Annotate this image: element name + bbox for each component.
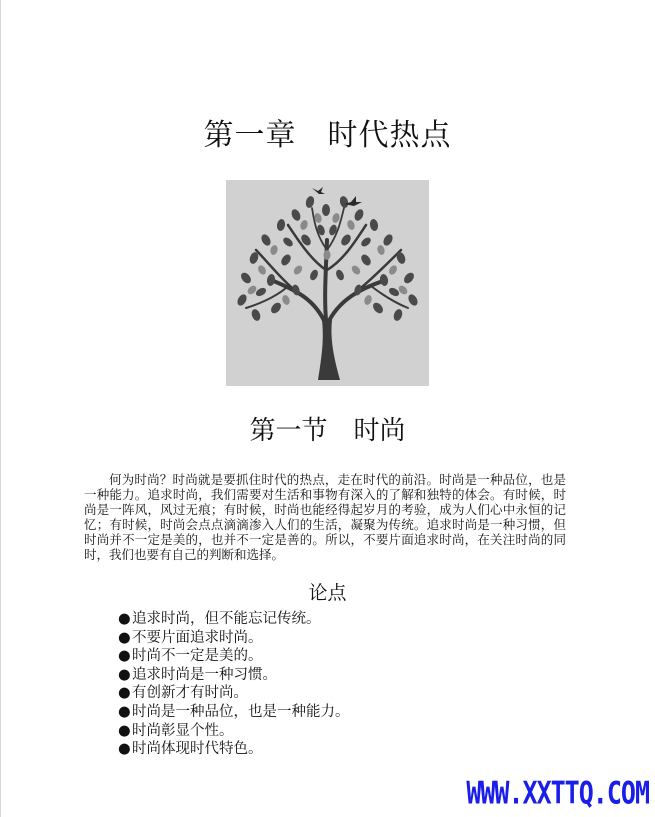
bullet-icon: ● [118, 722, 131, 739]
tree-with-birds-icon [226, 180, 429, 386]
point-text: 追求时尚是一种习惯。 [132, 666, 277, 683]
point-item [118, 647, 350, 666]
point-text: 时尚不一定是美的。 [132, 648, 263, 665]
points-list [118, 610, 350, 759]
bullet-icon: ● [118, 666, 131, 683]
points-heading: 论点 [308, 582, 347, 604]
point-text: 时尚彰显个性。 [132, 722, 234, 739]
point-item [118, 610, 350, 629]
point-item [118, 684, 350, 703]
bullet-icon: ● [118, 629, 131, 646]
point-text: 有创新才有时尚。 [132, 685, 248, 702]
tree-illustration [226, 180, 429, 386]
intro-paragraph: 何为时尚？时尚就是要抓住时代的热点，走在时代的前沿。时尚是一种品位，也是一种能力。追求时尚，我们需要对生活和事物有深入的了解和独特的体会。有时候，时尚是一阵风，风过无痕；有时候，时尚也能经得起岁月的考验，成为人们心中永恒的记忆；有时候，时尚会点点滴滴渗入人们的生活，凝聚为传统。追求时尚是一种习惯，但时尚并不一定是美的，也并不一定是善的。所以，不要片面追求时尚，在关注时尚的同时，我们也要有自己的判断和选择。 [84, 472, 566, 562]
bullet-icon: ● [118, 685, 131, 702]
section-title: 第一节 时尚 [249, 416, 406, 446]
point-text: 时尚是一种品位，也是一种能力。 [132, 703, 350, 720]
point-text: 不要片面追求时尚。 [132, 629, 263, 646]
point-item [118, 740, 350, 759]
point-item [118, 703, 350, 722]
point-item [118, 666, 350, 685]
point-item [118, 722, 350, 741]
site-watermark: WWW.XXTTQ.COM [466, 774, 649, 811]
bullet-icon: ● [118, 648, 131, 665]
point-text: 追求时尚，但不能忘记传统。 [132, 611, 321, 627]
bullet-icon: ● [118, 611, 131, 627]
bullet-icon: ● [118, 703, 131, 720]
chapter-title: 第一章 时代热点 [203, 118, 452, 153]
point-item [118, 629, 350, 648]
point-text: 时尚体现时代特色。 [132, 741, 263, 758]
bullet-icon: ● [118, 741, 131, 758]
